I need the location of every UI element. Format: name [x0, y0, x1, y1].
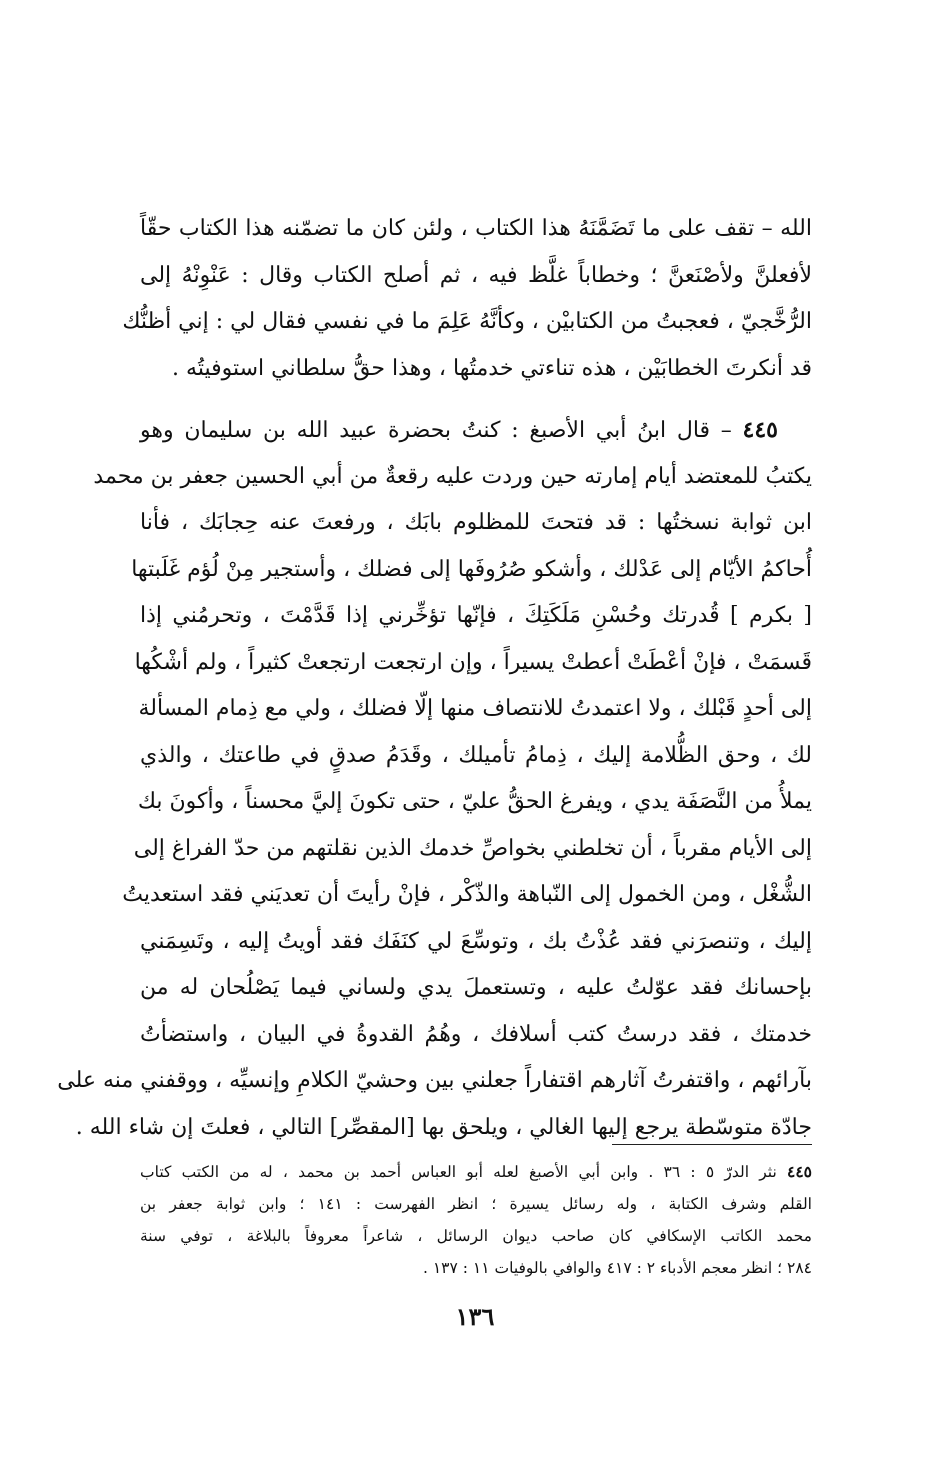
entry-first-line-text: – قال ابنُ أبي الأصبغ : كنتُ بحضرة عبيد الله بن سليمان وهو [140, 418, 732, 443]
footnote-line: محمد الكاتب الإسكافي كان صاحب ديوان الرسائل ، شاعراً معروفاً بالبلاغة ، توفي سنة [140, 1227, 812, 1245]
text-line: إلى أحدٍ قَبْلك ، ولا اعتمدتُ للانتصاف منها إلّا فضلك ، ولي مع ذِمام المسألة [138, 696, 812, 721]
text-line: إلى الأيام مقرباً ، أن تخلطني بخواصِّ خدمك الذين نقلتهم من حدّ الفراغ إلى [133, 835, 812, 861]
text-line: أُحاكمُ الأيّام إلى عَدْلك ، وأشكو صُرُوفَها إلى فضلك ، وأستجير مِنْ لُؤم غَلَبتها [131, 556, 812, 582]
entry-first-line [140, 407, 812, 454]
text-line: إليك ، وتنصرَني فقد عُذْتُ بك ، وتوسِّعَ لي كنَفَك فقد أويتُ إليه ، وتَسِمَني [140, 928, 812, 954]
footnote-line: ٢٨٤ ؛ انظر معجم الأدباء ٢ : ٤١٧ والوافي بالوفيات ١١ : ١٣٧ . [423, 1259, 812, 1277]
footnote-first-line-text: نثر الدرّ ٥ : ٣٦ . وابن أبي الأصبغ لعله أبو العباس أحمد بن محمد ، له من الكتب كتاب [140, 1163, 777, 1181]
text-line: يملأُ من النَّصَفَة يدي ، ويفرغ الحقُّ عليّ ، حتى تكونَ إليَّ محسناً ، وأكونَ بك [137, 789, 812, 814]
footnote-line: القلم وشرف الكتابة ، وله رسائل يسيرة ؛ انظر الفهرست : ١٤١ ؛ وابن ثوابة جعفر بن [140, 1195, 812, 1213]
footnote [140, 1156, 812, 1284]
entry-number: ٤٤٥ [742, 417, 778, 443]
footnote-number: ٤٤٥ [787, 1162, 813, 1181]
text-line: الشُّغْل ، ومن الخمول إلى النّباهة والذّكْر ، فإنْ رأيتَ أن تعديَني فقد استعديتُ [122, 882, 812, 907]
text-line: قد أنكرتَ الخطابَيْن ، هذه تناءتي خدمتُها ، وهذا حقُّ سلطاني استوفيتُه . [172, 355, 812, 381]
text-line: جادّة متوسّطة يرجع إليها الغالي ، ويلحق بها [المقصِّر] التالي ، فعلتَ إن شاء الله . [75, 1114, 812, 1140]
text-line: لأفعلنَّ ولأصْنَعنَّ ؛ وخطاباً غلَّظ فيه ، ثم أصلح الكتاب وقال : عَنْوِنْهُ إلى [140, 262, 812, 288]
text-line: بآرائهم ، واقتفرتُ آثارهم اقتفاراً جعلني بين وحشيّ الكلامِ وإنسيِّه ، ووقفني منه على [57, 1068, 812, 1093]
text-line: لك ، وحق الظُّلامة إليك ، ذِمامُ تأميلك ، وقَدَمُ صدقٍ في طاعتك ، والذي [140, 742, 812, 768]
text-line: بإحسانك فقد عوّلتُ عليه ، وتستعملَ يدي ولساني فيما يَصْلُحان له من [140, 975, 812, 1000]
entry-paragraph [57, 407, 812, 1151]
footnote-divider [612, 1144, 812, 1145]
footnote-first-line [140, 1156, 812, 1188]
text-line: الله – تقف على ما تَضَمَّنَهُ هذا الكتاب ، ولئن كان ما تضمّنه هذا الكتاب حقّاً [140, 216, 812, 241]
text-line: قَسمَتْ ، فإنْ أعْطَتْ أعطتْ يسيراً ، وإن ارتجعت ارتجعتْ كثيراً ، ولم أشْكُها [134, 649, 812, 675]
text-line: [ بكرم ] قُدرتك وحُسْنِ مَلَكَتِكَ ، فإنّها تؤخِّرني إذا قَدَّمْتَ ، وتحرمُني إذا [140, 603, 812, 628]
text-line: الرُّخَّجيّ ، فعجبتُ من الكتابيْن ، وكأنَّهُ عَلِمَ ما في نفسي فقال لي : إني أظنُّك [122, 309, 812, 334]
text-line: يكتبُ للمعتضد أيام إمارته حين وردت عليه رقعةٌ من أبي الحسين جعفر بن محمد [93, 463, 812, 489]
text-line: خدمتك ، فقد درستُ كتب أسلافك ، وهُمُ القدوةُ في البيان ، واستضأتُ [140, 1021, 812, 1047]
text-line: ابن ثوابة نسختُها : قد فتحتَ للمظلوم بابَك ، ورفعتَ عنه حِجابَك ، فأنا [140, 510, 812, 535]
continued-paragraph [122, 206, 812, 392]
page-number: ١٣٦ [455, 1302, 495, 1331]
